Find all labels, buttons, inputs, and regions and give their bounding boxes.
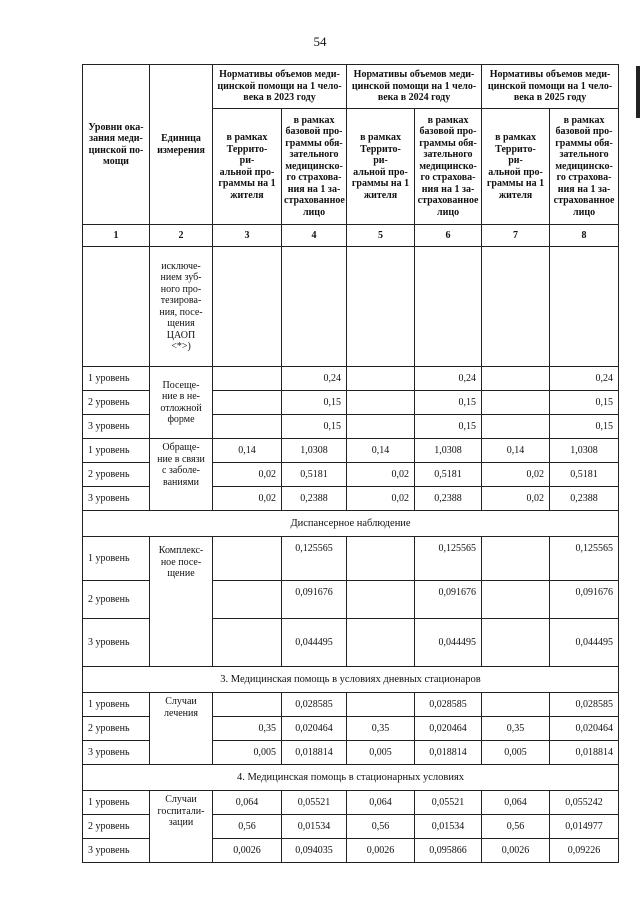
volume-norms-table (82, 64, 619, 863)
value-cell (213, 619, 282, 667)
value-cell (347, 693, 415, 717)
value-cell: 0,0026 (213, 839, 282, 863)
header-territorial: в рамках Террито- ри- альной про- граммы на 1 жителя (347, 109, 415, 225)
value-cell: 0,125565 (282, 537, 347, 581)
header-unit: Единица измерения (150, 65, 213, 225)
value-cell: 0,02 (347, 463, 415, 487)
value-cell: 1,0308 (550, 439, 619, 463)
table-cell (282, 247, 347, 367)
value-cell: 0,044495 (415, 619, 482, 667)
value-cell: 0,14 (213, 439, 282, 463)
value-cell: 0,0026 (482, 839, 550, 863)
value-cell (213, 537, 282, 581)
table-cell (347, 247, 415, 367)
value-cell: 0,020464 (282, 717, 347, 741)
value-cell (213, 693, 282, 717)
unit-cell: Случаи госпитали- зации (150, 791, 213, 863)
value-cell: 0,15 (282, 391, 347, 415)
level-cell: 3 уровень (83, 839, 150, 863)
value-cell: 0,02 (347, 487, 415, 511)
unit-cell: Посеще- ние в не- отложной форме (150, 367, 213, 439)
value-cell: 0,020464 (415, 717, 482, 741)
value-cell: 0,5181 (282, 463, 347, 487)
value-cell: 0,14 (347, 439, 415, 463)
value-cell (213, 415, 282, 439)
value-cell: 0,064 (482, 791, 550, 815)
value-cell: 0,02 (213, 487, 282, 511)
value-cell: 0,01534 (282, 815, 347, 839)
value-cell: 0,044495 (282, 619, 347, 667)
value-cell (482, 367, 550, 391)
header-base-oms: в рамках базовой про- граммы обя- зательного медицинско- го страхова- ния на 1 за- страхованное лицо (415, 109, 482, 225)
value-cell: 0,028585 (550, 693, 619, 717)
value-cell: 0,028585 (415, 693, 482, 717)
value-cell: 0,24 (415, 367, 482, 391)
level-cell: 2 уровень (83, 815, 150, 839)
col-number: 1 (83, 225, 150, 247)
section-title: Диспансерное наблюдение (83, 511, 619, 537)
value-cell: 0,064 (213, 791, 282, 815)
page-number: 54 (313, 34, 327, 49)
table-cell (213, 247, 282, 367)
section-title: 4. Медицинская помощь в стационарных условиях (83, 765, 619, 791)
value-cell: 0,005 (347, 741, 415, 765)
level-cell: 3 уровень (83, 619, 150, 667)
value-cell (347, 391, 415, 415)
value-cell: 0,091676 (415, 581, 482, 619)
value-cell: 0,064 (347, 791, 415, 815)
level-cell: 1 уровень (83, 367, 150, 391)
value-cell: 0,091676 (550, 581, 619, 619)
value-cell: 0,005 (213, 741, 282, 765)
value-cell: 0,15 (550, 415, 619, 439)
value-cell: 0,24 (282, 367, 347, 391)
value-cell: 0,5181 (550, 463, 619, 487)
col-number: 4 (282, 225, 347, 247)
value-cell: 1,0308 (282, 439, 347, 463)
header-year-2024: Нормативы объемов меди- цинской помощи на 1 чело- века в 2024 году (347, 65, 482, 109)
unit-cell: Обраще- ние в связи с заболе- ваниями (150, 439, 213, 511)
value-cell (347, 581, 415, 619)
value-cell: 0,055242 (550, 791, 619, 815)
value-cell: 0,15 (415, 391, 482, 415)
value-cell: 0,2388 (550, 487, 619, 511)
value-cell (213, 391, 282, 415)
header-levels: Уровни ока- зания меди- цинской по- мощи (83, 65, 150, 225)
value-cell (482, 693, 550, 717)
header-year-2025: Нормативы объемов меди- цинской помощи на 1 чело- века в 2025 году (482, 65, 619, 109)
level-cell: 2 уровень (83, 463, 150, 487)
section-title: 3. Медицинская помощь в условиях дневных стационаров (83, 667, 619, 693)
header-territorial: в рамках Террито- ри- альной про- граммы на 1 жителя (482, 109, 550, 225)
level-cell: 3 уровень (83, 487, 150, 511)
value-cell: 0,020464 (550, 717, 619, 741)
value-cell: 0,02 (482, 463, 550, 487)
value-cell: 0,35 (347, 717, 415, 741)
margin-mark (636, 66, 640, 118)
table-cell (482, 247, 550, 367)
value-cell: 0,0026 (347, 839, 415, 863)
value-cell: 0,15 (550, 391, 619, 415)
value-cell: 0,24 (550, 367, 619, 391)
level-cell: 1 уровень (83, 693, 150, 717)
value-cell: 0,2388 (282, 487, 347, 511)
value-cell: 0,125565 (415, 537, 482, 581)
value-cell: 0,091676 (282, 581, 347, 619)
value-cell: 0,014977 (550, 815, 619, 839)
value-cell (347, 537, 415, 581)
table-cell (550, 247, 619, 367)
value-cell: 0,09226 (550, 839, 619, 863)
value-cell: 0,01534 (415, 815, 482, 839)
unit-cell: Комплекс- ное посе- щение (150, 537, 213, 667)
unit-cell: исключе- нием зуб- ного про- тезирова- ния, посе- щения ЦАОП <*>) (150, 247, 213, 367)
col-number: 6 (415, 225, 482, 247)
col-number: 3 (213, 225, 282, 247)
value-cell: 0,02 (482, 487, 550, 511)
value-cell: 0,35 (482, 717, 550, 741)
level-cell: 1 уровень (83, 791, 150, 815)
level-cell: 2 уровень (83, 391, 150, 415)
table-cell (83, 247, 150, 367)
value-cell: 0,044495 (550, 619, 619, 667)
header-base-oms: в рамках базовой про- граммы обя- зательного медицинско- го страхова- ния на 1 за- страхованное лицо (550, 109, 619, 225)
value-cell: 1,0308 (415, 439, 482, 463)
value-cell: 0,028585 (282, 693, 347, 717)
value-cell: 0,56 (213, 815, 282, 839)
value-cell: 0,125565 (550, 537, 619, 581)
level-cell: 2 уровень (83, 717, 150, 741)
unit-cell: Случаи лечения (150, 693, 213, 765)
col-number: 2 (150, 225, 213, 247)
col-number: 8 (550, 225, 619, 247)
header-territorial: в рамках Террито- ри- альной про- граммы на 1 жителя (213, 109, 282, 225)
value-cell: 0,094035 (282, 839, 347, 863)
value-cell: 0,018814 (415, 741, 482, 765)
value-cell: 0,005 (482, 741, 550, 765)
value-cell: 0,15 (282, 415, 347, 439)
level-cell: 3 уровень (83, 741, 150, 765)
level-cell: 3 уровень (83, 415, 150, 439)
value-cell (482, 537, 550, 581)
value-cell: 0,05521 (282, 791, 347, 815)
table-cell (415, 247, 482, 367)
level-cell: 1 уровень (83, 439, 150, 463)
value-cell (482, 581, 550, 619)
value-cell: 0,35 (213, 717, 282, 741)
level-cell: 1 уровень (83, 537, 150, 581)
value-cell: 0,018814 (282, 741, 347, 765)
value-cell: 0,56 (482, 815, 550, 839)
header-base-oms: в рамках базовой про- граммы обя- зательного медицинско- го страхова- ния на 1 за- страхованное лицо (282, 109, 347, 225)
value-cell: 0,15 (415, 415, 482, 439)
value-cell (482, 619, 550, 667)
value-cell: 0,018814 (550, 741, 619, 765)
value-cell: 0,02 (213, 463, 282, 487)
header-year-2023: Нормативы объемов меди- цинской помощи на 1 чело- века в 2023 году (213, 65, 347, 109)
value-cell: 0,56 (347, 815, 415, 839)
value-cell (482, 391, 550, 415)
value-cell (213, 367, 282, 391)
value-cell: 0,2388 (415, 487, 482, 511)
value-cell (482, 415, 550, 439)
value-cell (347, 619, 415, 667)
value-cell (213, 581, 282, 619)
level-cell: 2 уровень (83, 581, 150, 619)
value-cell: 0,05521 (415, 791, 482, 815)
value-cell (347, 367, 415, 391)
col-number: 5 (347, 225, 415, 247)
value-cell: 0,5181 (415, 463, 482, 487)
value-cell: 0,14 (482, 439, 550, 463)
col-number: 7 (482, 225, 550, 247)
value-cell (347, 415, 415, 439)
value-cell: 0,095866 (415, 839, 482, 863)
